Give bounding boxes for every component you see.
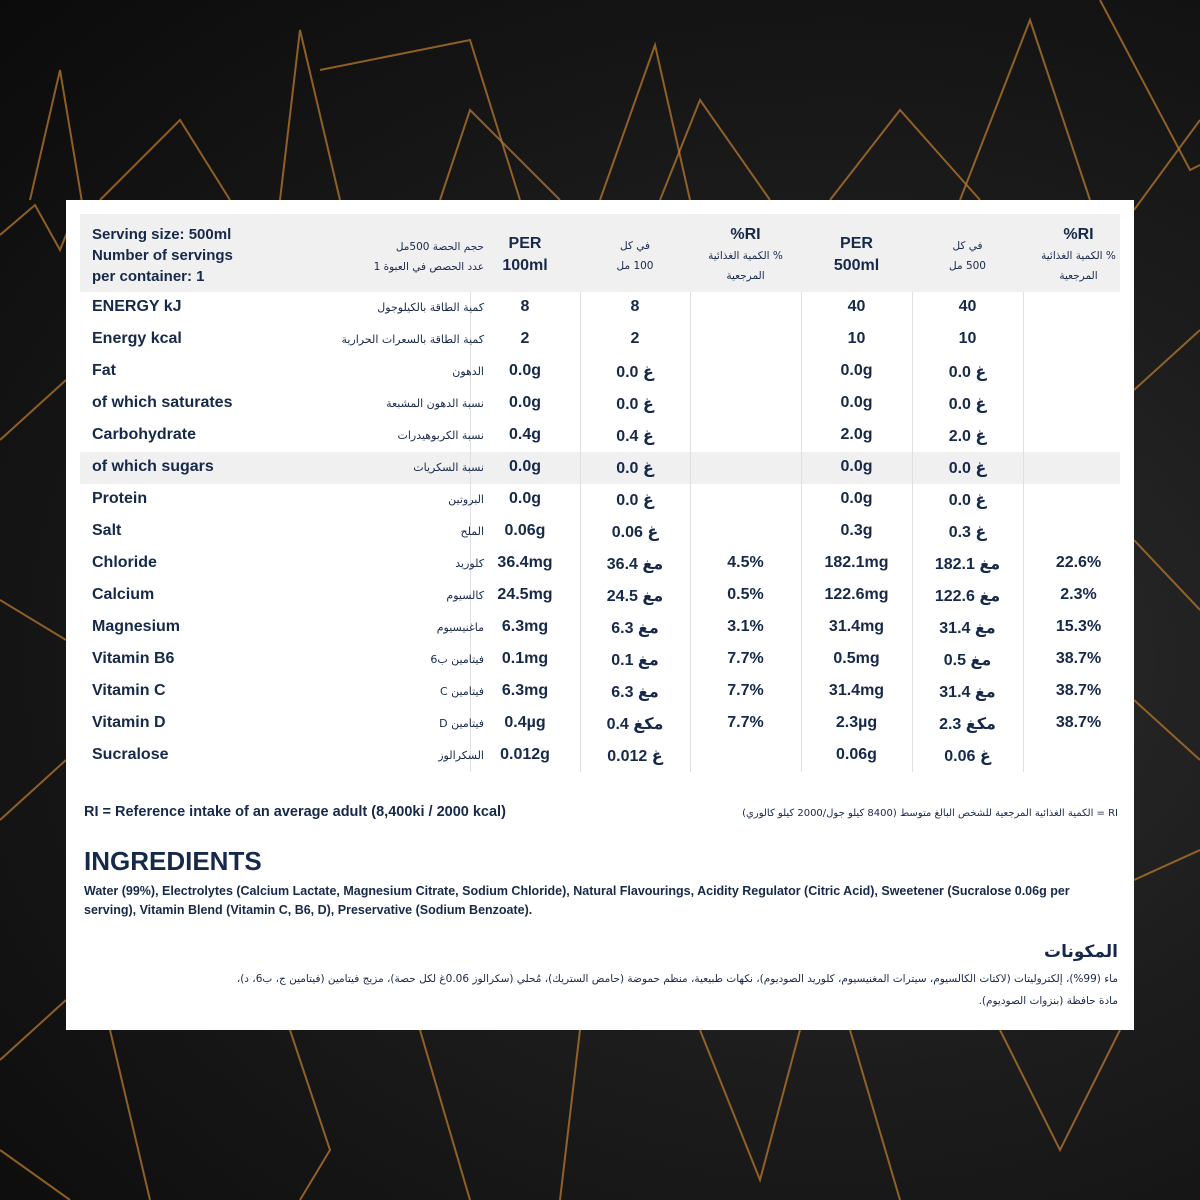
nutrient-name: of which sugars (92, 458, 214, 475)
nutrient-name-arabic: كالسيوم (446, 589, 484, 602)
ri-column-header-arabic: المرجعية (726, 270, 765, 282)
nutrient-value-per500: 10 (847, 330, 866, 347)
gold-line (440, 110, 560, 200)
nutrient-value-per500-ar: 0.0 غ (948, 492, 987, 509)
gold-line (560, 1030, 580, 1200)
nutrient-value-per100-ar: 0.4 غ (616, 428, 654, 445)
column-header-line: 100 مل (616, 260, 654, 272)
gold-line (0, 760, 66, 820)
nutrient-name-arabic: نسبة السكريات (413, 461, 484, 474)
ri-column-header: %RI (730, 226, 761, 243)
gold-line (280, 30, 340, 200)
nutrient-name: Chloride (92, 554, 157, 571)
nutrient-value-ri100: 4.5% (727, 554, 764, 571)
ingredients-title: INGREDIENTS (84, 846, 262, 876)
nutrient-value-per100: 0.0g (508, 458, 541, 475)
nutrient-name-arabic: البروتين (448, 493, 484, 506)
nutrient-value-per100: 24.5mg (497, 586, 553, 603)
serving-info-line: per container: 1 (92, 268, 205, 285)
nutrient-name: Vitamin B6 (92, 650, 175, 667)
gold-line (320, 40, 520, 200)
nutrient-value-per100-ar: 6.3 مغ (611, 620, 659, 637)
nutrient-value-per500-ar: 31.4 مغ (939, 684, 996, 701)
nutrient-name: ENERGY kJ (92, 298, 182, 315)
gold-line (1000, 1030, 1120, 1150)
nutrient-value-per100: 0.4g (508, 426, 541, 443)
nutrient-name-arabic: ماغنيسيوم (436, 621, 484, 634)
nutrient-name: of which saturates (92, 394, 233, 411)
nutrient-value-ri500: 38.7% (1055, 714, 1102, 731)
nutrient-value-per100: 0.06g (504, 522, 546, 539)
nutrient-value-per500: 2.0g (840, 426, 873, 443)
gold-line (1134, 330, 1200, 390)
nutrient-name: Fat (92, 362, 116, 379)
nutrient-value-per500-ar: 0.0 غ (948, 396, 987, 413)
nutrient-value-per500: 0.0g (840, 458, 873, 475)
gold-line (700, 1030, 800, 1180)
nutrient-value-per500-ar: 0.0 غ (948, 364, 987, 381)
nutrient-name-arabic: نسبة الدهون المشبعة (386, 397, 484, 410)
nutrient-value-per100-ar: 8 (630, 298, 640, 315)
gold-line (1134, 540, 1200, 610)
nutrient-value-ri100: 7.7% (727, 714, 764, 731)
nutrient-value-ri100: 0.5% (727, 586, 764, 603)
gold-line (830, 110, 980, 200)
ri-note-arabic: RI = الكمية الغذائية المرجعية للشخص البالغ متوسط (8400 كيلو جول/2000 كيلو كالوري) (742, 808, 1118, 819)
nutrient-value-per100: 2 (520, 330, 530, 347)
nutrient-value-per500-ar: 182.1 مغ (934, 556, 1001, 573)
gold-line (960, 20, 1090, 200)
ri-column-header-arabic: % الكمية الغذائية (1041, 250, 1116, 262)
nutrient-name: Protein (92, 490, 148, 507)
nutrient-value-per100-ar: 6.3 مغ (611, 684, 659, 701)
gold-line (850, 1030, 900, 1200)
nutrient-name: Energy kcal (92, 330, 182, 347)
gold-line (0, 1150, 70, 1200)
nutrient-value-per100: 0.1mg (501, 650, 549, 667)
gold-line (600, 45, 690, 200)
nutrient-name-arabic: فيتامين ب6 (430, 653, 484, 666)
nutrient-name-arabic: كمية الطاقة بالكيلوجول (377, 301, 484, 314)
nutrient-value-per100-ar: 2 (630, 330, 640, 347)
nutrient-value-per500: 122.6mg (824, 586, 889, 603)
nutrient-value-per100-ar: 0.012 غ (607, 748, 663, 765)
ri-column-header-arabic: المرجعية (1059, 270, 1098, 282)
nutrient-value-per100-ar: 0.06 غ (611, 524, 659, 541)
nutrient-value-per500: 2.3µg (835, 714, 878, 731)
column-header-line: في كل (619, 240, 651, 252)
nutrient-name: Salt (92, 522, 122, 539)
nutrient-value-ri100: 3.1% (727, 618, 764, 635)
serving-info-line: Serving size: 500ml (92, 226, 232, 243)
nutrient-value-per100-ar: 0.0 غ (616, 396, 654, 413)
nutrient-value-per500: 31.4mg (828, 682, 885, 699)
nutrient-name: Vitamin C (92, 682, 166, 699)
nutrient-value-per500: 0.5mg (833, 650, 880, 667)
nutrient-value-per100-ar: 0.0 غ (616, 492, 654, 509)
gold-line (1100, 0, 1200, 170)
serving-info-arabic-line: حجم الحصة 500مل (395, 241, 484, 253)
nutrient-value-per100: 0.0g (508, 394, 541, 411)
nutrient-value-per100: 0.012g (500, 746, 550, 763)
nutrient-name: Carbohydrate (92, 426, 197, 443)
nutrient-value-per500-ar: 2.0 غ (948, 428, 987, 445)
nutrient-name-arabic: السكرالوز (438, 749, 484, 762)
ri-column-header-arabic: % الكمية الغذائية (708, 250, 783, 262)
nutrient-name: Calcium (92, 586, 155, 603)
nutrient-value-ri500: 2.3% (1060, 586, 1097, 603)
nutrient-value-per100: 0.0g (508, 362, 541, 379)
gold-line (0, 1000, 66, 1060)
nutrient-value-per100: 6.3mg (501, 618, 549, 635)
column-header-line: 500ml (833, 257, 880, 274)
column-header-line: 100ml (502, 257, 548, 274)
nutrient-value-per500-ar: 0.0 غ (948, 460, 987, 477)
nutrient-value-per500: 0.0g (840, 394, 873, 411)
ingredients-arabic-title: المكونات (1043, 942, 1118, 962)
gold-line (1134, 850, 1200, 880)
nutrient-value-per100: 8 (520, 298, 530, 315)
ingredients-arabic-text: ماء (99%)، إلكتروليتات (لاكتات الكالسيوم، سيترات المغنيسيوم، كلوريد الصوديوم)، نكهات طبيعية، منظم حموضة (حامض الستريك)، مُحلي (سكرالوز 0.06غ لكل حصة)، مزيج فيتامين (فيتامين ج، ب6، د)، مادة حافظة (بنزوات الصوديوم). (236, 973, 1118, 1007)
ri-column-header: %RI (1063, 226, 1094, 243)
nutrient-name: Sucralose (92, 746, 169, 763)
nutrient-value-per500: 0.3g (840, 522, 873, 539)
gold-line (100, 120, 230, 200)
nutrient-name: Magnesium (92, 618, 181, 635)
nutrient-name-arabic: فيتامين C (439, 685, 484, 698)
nutrient-value-per100: 0.4µg (504, 714, 546, 731)
nutrient-value-per100-ar: 24.5 مغ (606, 588, 664, 605)
gold-line (30, 70, 82, 202)
gold-line (1134, 120, 1200, 210)
nutrient-value-per500: 182.1mg (824, 554, 889, 571)
nutrient-value-per100: 6.3mg (501, 682, 549, 699)
nutrient-name-arabic: الدهون (452, 365, 484, 378)
serving-info-arabic-line: عدد الحصص في العبوة 1 (373, 261, 484, 273)
nutrient-value-per100-ar: 0.4 مكغ (606, 716, 664, 733)
nutrient-value-per100: 36.4mg (497, 554, 553, 571)
nutrient-value-per500: 0.0g (840, 362, 873, 379)
gold-line (0, 380, 66, 440)
nutrient-value-ri500: 15.3% (1055, 618, 1102, 635)
ingredients-text: Water (99%), Electrolytes (Calcium Lactate, Magnesium Citrate, Sodium Chloride), Natural Flavourings, Acidity Regulator (Citric Acid), Sweetener (Sucralose 0.06g per serving), Vitamin Blend (Vitamin C, B6, D), Preservative (Sodium Benzoate). (84, 884, 1070, 917)
nutrient-value-ri500: 38.7% (1055, 650, 1102, 667)
nutrient-name-arabic: كمية الطاقة بالسعرات الحرارية (341, 333, 484, 346)
nutrient-value-per500: 0.0g (840, 490, 873, 507)
column-header-line: في كل (952, 240, 983, 252)
nutrient-value-ri100: 7.7% (727, 682, 764, 699)
nutrient-value-ri500: 38.7% (1055, 682, 1102, 699)
nutrient-value-per100-ar: 0.0 غ (616, 364, 654, 381)
serving-info-line: Number of servings (92, 247, 233, 264)
nutrient-value-per500-ar: 0.5 مغ (943, 652, 992, 669)
nutrition-label (66, 200, 1134, 1030)
nutrient-value-per500: 40 (847, 298, 866, 315)
nutrient-name-arabic: الملح (460, 525, 484, 538)
nutrient-value-per500-ar: 10 (958, 330, 977, 347)
gold-line (110, 1030, 150, 1200)
nutrient-value-per100: 0.0g (508, 490, 541, 507)
nutrient-value-per500-ar: 0.06 غ (944, 748, 991, 765)
gold-line (290, 1030, 330, 1200)
nutrient-value-per100-ar: 0.0 غ (616, 460, 654, 477)
nutrient-value-per500-ar: 31.4 مغ (939, 620, 996, 637)
nutrient-value-ri100: 7.7% (727, 650, 764, 667)
column-header-line: 500 مل (949, 260, 986, 272)
ri-note: RI = Reference intake of an average adult (8,400ki / 2000 kcal) (84, 804, 506, 820)
nutrient-name-arabic: نسبة الكربوهيدرات (397, 429, 484, 442)
nutrient-value-per500-ar: 2.3 مكغ (939, 716, 996, 733)
nutrient-value-ri500: 22.6% (1055, 554, 1102, 571)
nutrient-name-arabic: فيتامين D (439, 717, 484, 730)
column-header-line: PER (840, 235, 873, 252)
gold-line (1134, 700, 1200, 760)
nutrient-value-per500-ar: 122.6 مغ (934, 588, 1001, 605)
nutrient-value-per100-ar: 36.4 مغ (606, 556, 664, 573)
column-divider (690, 292, 691, 772)
nutrient-value-per500-ar: 0.3 غ (948, 524, 987, 541)
nutrient-value-per500: 0.06g (836, 746, 877, 763)
gold-line (0, 600, 66, 640)
nutrient-value-per500-ar: 40 (958, 298, 977, 315)
nutrient-value-per500: 31.4mg (828, 618, 885, 635)
gold-line (420, 1030, 470, 1200)
column-divider (1023, 292, 1024, 772)
gold-line (660, 100, 770, 200)
nutrient-name: Vitamin D (92, 714, 166, 731)
nutrient-value-per100-ar: 0.1 مغ (611, 652, 659, 669)
nutrient-name-arabic: كلوريد (455, 557, 484, 570)
column-header-line: PER (508, 235, 542, 252)
